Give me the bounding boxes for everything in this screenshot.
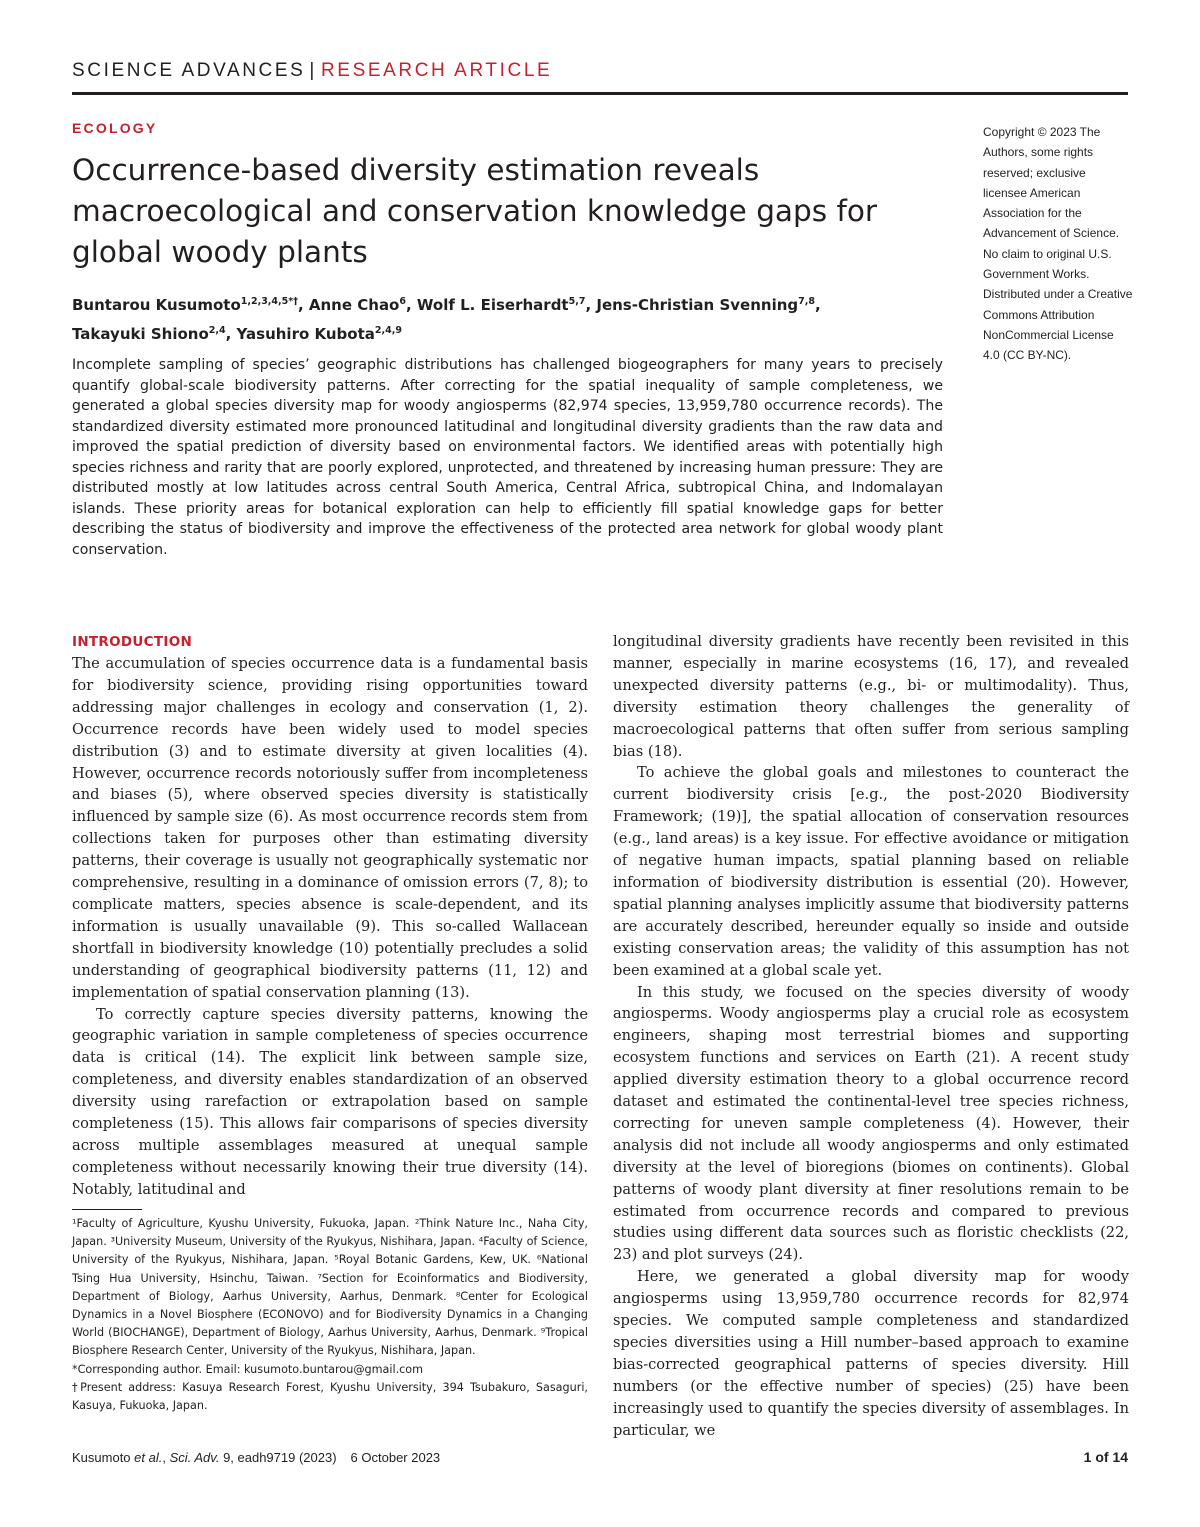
author-affiliation: 5,7 [568,296,586,307]
author-name: Takayuki Shiono [72,325,209,343]
paragraph: In this study, we focused on the species diversity of woody angiosperms. Woody angiosperms play a crucial role as ecosystem engineers, shaping most terrestrial biomes and supporting ecosystem functions and services on Earth (21). A recent study applied diversity estimation theory to a global occurrence record dataset and estimated the continental-level tree species richness, correcting for uneven sample completeness (4). However, their analysis did not include all woody angiosperms and only estimated diversity at the level of bioregions (biomes on continents). Global patterns of woody plant diversity at finer resolutions remain to be estimated from occurrence records and compared to previous studies using different data sources such as floristic checklists (22, 23) and plot surveys (24). [613,983,1129,1264]
footnotes [72,1215,588,1415]
section-label: ECOLOGY [72,120,158,136]
page-number: 1 of 14 [1083,1449,1128,1465]
journal-name: SCIENCE ADVANCES [72,60,306,81]
publication-date: 6 October 2023 [350,1450,441,1465]
author-name: Yasuhiro Kubota [236,325,375,343]
author-name: Anne Chao [308,296,400,314]
paragraph: Here, we generated a global diversity map for woody angiosperms using 13,959,780 occurrence records for 82,974 species. We computed sample completeness and standardized species diversities using a Hill number–based approach to examine bias-corrected geographical patterns of species diversity. Hill numbers (or the effective number of species) (25) have been increasingly used to quantify the species diversity of assemblages. In particular, we [613,1268,1129,1439]
corresponding-author: *Corresponding author. Email: kusumoto.buntarou@gmail.com [72,1362,424,1376]
present-address: †Present address: Kasuya Research Forest, Kyushu University, 394 Tsubakuro, Sasaguri, Kasuya, Fukuoka, Japan. [72,1380,588,1413]
paragraph: To achieve the global goals and milestones to counteract the current biodiversity crisis [e.g., the post-2020 Biodiversity Framework; (19)], the spatial allocation of conservation resources (e.g., land areas) is a key issue. For effective avoidance or mitigation of negative human impacts, spatial planning based on reliable information of biodiversity distribution is essential (20). However, spatial planning analyses implicitly assume that biodiversity patterns are accurately described, hereunder equally so inside and outside existing conservation areas; the validity of this assumption has not been examined at a global scale yet. [613,764,1129,979]
author-name: Wolf L. Eiserhardt [416,296,569,314]
author-affiliation: 1,2,3,4,5*† [240,296,298,307]
author-affiliation: 2,4,9 [374,325,402,336]
author-name: Jens-Christian Svenning [596,296,799,314]
copyright-notice: Copyright © 2023 The Authors, some rights reserved; exclusive licensee American Association for the Advancement of Science. No claim to original U.S. Government Works. Distributed under a Creative Commons Attribution NonCommercial License 4.0 (CC BY-NC). [983,125,1133,363]
abstract: Incomplete sampling of species’ geographic distributions has challenged biogeographers for many years to precisely quantify global-scale biodiversity patterns. After correcting for the spatial inequality of sample completeness, we generated a global species diversity map for woody angiosperms (82,974 species, 13,959,780 occurrence records). The standardized diversity estimated more pronounced latitudinal and longitudinal diversity gradients than the raw data and improved the spatial prediction of diversity based on environmental factors. We identified areas with potentially high species richness and rarity that are poorly explored, unprotected, and threatened by increasing human pressure: They are distributed mostly at low latitudes across central South America, Central Africa, subtropical China, and Indomalayan islands. These priority areas for botanical exploration can help to efficiently fill spatial knowledge gaps for better describing the status of biodiversity and improve the effectiveness of the protected area network for global woody plant conservation. [72,357,943,558]
affiliations: ¹Faculty of Agriculture, Kyushu University, Fukuoka, Japan. ²Think Nature Inc., Naha City, Japan. ³University Museum, University of the Ryukyus, Nishihara, Japan. ⁴Faculty of Science, University of the Ryukyus, Nishihara, Japan. ⁵Royal Botanic Gardens, Kew, UK. ⁶National Tsing Hua University, Hsinchu, Taiwan. ⁷Section for Ecoinformatics and Biodiversity, Department of Biology, Aarhus University, Aarhus, Denmark. ⁸Center for Ecological Dynamics in a Novel Biosphere (ECONOVO) and for Biodiversity Dynamics in a Changing World (BIOCHANGE), Department of Biology, Aarhus University, Aarhus, Denmark. ⁹Tropical Biosphere Research Center, University of the Ryukyus, Nishihara, Japan. [72,1217,588,1358]
paragraph: longitudinal diversity gradients have recently been revisited in this manner, especially in marine ecosystems (16, 17), and revealed unexpected diversity patterns (e.g., bi- or multimodality). Thus, diversity estimation theory challenges the generality of macroecological patterns that often suffer from serious sampling bias (18). [613,633,1129,760]
right-column [613,631,1129,1442]
paragraph: To correctly capture species diversity patterns, knowing the geographic variation in sample completeness of species occurrence data is critical (14). The explicit link between sample size, completeness, and diversity enables standardization of an observed diversity using rarefaction or extrapolation based on sample completeness (15). This allows fair comparisons of species diversity across multiple assemblages measured at unequal sample completeness without necessarily knowing their true diversity (14). Notably, latitudinal and [72,1005,588,1198]
author-affiliation: 2,4 [208,325,226,336]
article-title: Occurrence-based diversity estimation reveals macroecological and conservation knowledge gaps for global woody plants [72,153,878,269]
introduction-heading: INTRODUCTION [72,634,193,650]
citation: Kusumoto et al., Sci. Adv. 9, eadh9719 (2023) 6 October 2023 [72,1450,441,1465]
footnote-rule [72,1209,142,1210]
author-list: Buntarou Kusumoto$^{1,2,3,4,5*\dagger}$, Anne Chao$^6$, Wolf L. Eiserhardt$^{5,7}$, Jens-Christian Svenning$^{7,8}$, Takayuki Shiono$^{2,4}$, Yasuhiro Kubota$^{2,4,9}$ [72,296,821,343]
author-affiliation: 6 [399,296,406,307]
header-rule [72,92,1128,95]
author-name: Buntarou Kusumoto [72,296,241,314]
paragraph: The accumulation of species occurrence data is a fundamental basis for biodiversity science, providing rising opportunities toward addressing major challenges in ecology and conservation (1, 2). Occurrence records have been widely used to model species distribution (3) and to estimate diversity at given localities (4). However, occurrence records notoriously suffer from incompleteness and biases (5), where observed species diversity is statistically influenced by sample size (6). As most occurrence records stem from collections taken for purposes other than estimating diversity patterns, their coverage is usually not geographically systematic nor comprehensive, resulting in a dominance of omission errors (7, 8); to complicate matters, species absence is scale-dependent, and its information is usually unavailable (9). This so-called Wallacean shortfall in biodiversity knowledge (10) potentially precludes a solid understanding of geographical biodiversity patterns (11, 12) and implementation of spatial conservation planning (13). [72,655,588,1001]
author-affiliation: 7,8 [798,296,815,307]
header-separator: | [309,60,317,81]
article-type: RESEARCH ARTICLE [320,60,553,81]
journal-header [72,60,552,82]
left-column [72,632,588,1201]
